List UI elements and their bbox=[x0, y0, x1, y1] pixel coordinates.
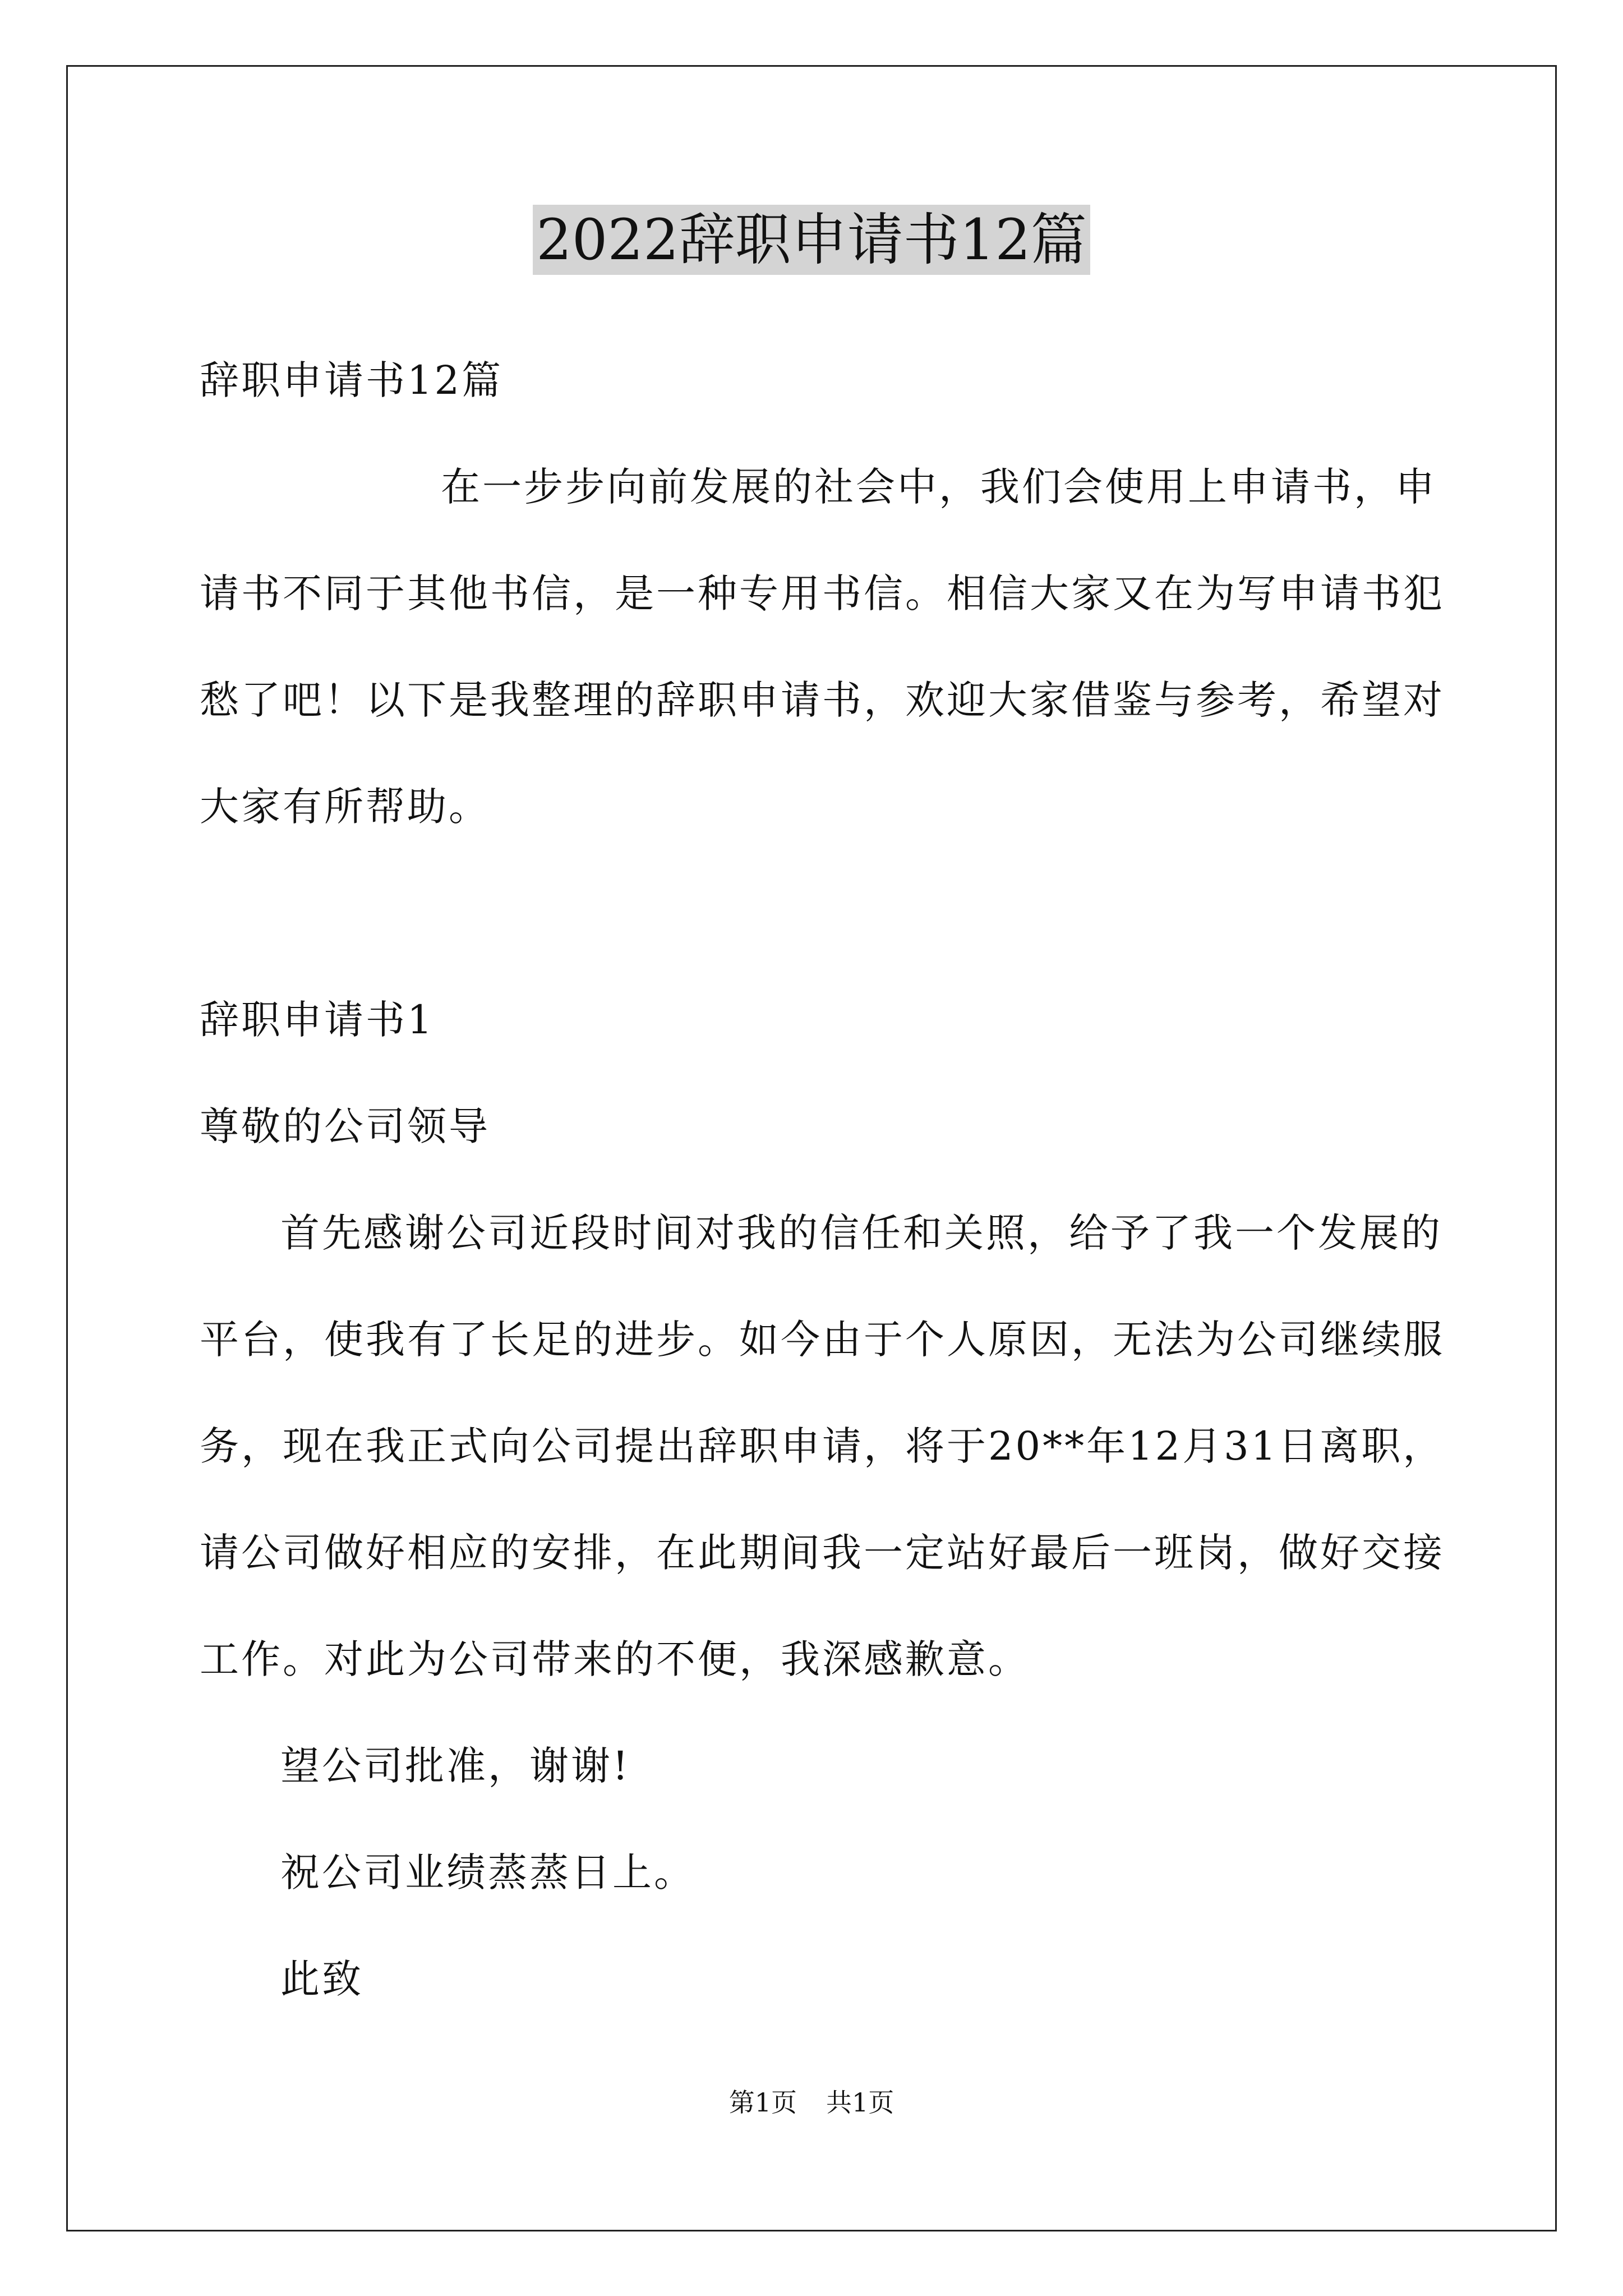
page-total: 共1页 bbox=[826, 2087, 895, 2118]
intro-line-3: 愁了吧！以下是我整理的辞职申请书，欢迎大家借鉴与参考，希望对 bbox=[200, 677, 1445, 723]
document-title-text: 2022辞职申请书12篇 bbox=[533, 205, 1090, 275]
document-title bbox=[0, 201, 1623, 279]
body-line-1: 首先感谢公司近段时间对我的信任和关照，给予了我一个发展的 bbox=[280, 1210, 1442, 1256]
closing-request: 望公司批准，谢谢! bbox=[280, 1743, 631, 1789]
body-line-2: 平台，使我有了长足的进步。如今由于个人原因，无法为公司继续服 bbox=[200, 1317, 1445, 1363]
page-footer bbox=[0, 2086, 1623, 2119]
body-line-4: 请公司做好相应的安排，在此期间我一定站好最后一班岗，做好交接 bbox=[200, 1530, 1445, 1576]
page-number: 第1页 bbox=[728, 2087, 797, 2118]
body-line-5: 工作。对此为公司带来的不便，我深感歉意。 bbox=[200, 1636, 1030, 1682]
body-line-3: 务，现在我正式向公司提出辞职申请，将于20**年12月31日离职， bbox=[200, 1423, 1445, 1469]
salutation: 尊敬的公司领导 bbox=[200, 1103, 490, 1149]
section-heading: 辞职申请书1 bbox=[200, 997, 435, 1043]
intro-line-4: 大家有所帮助。 bbox=[200, 784, 490, 830]
subtitle: 辞职申请书12篇 bbox=[200, 357, 504, 403]
intro-line-1: 在一步步向前发展的社会中，我们会使用上申请书，申 bbox=[441, 464, 1437, 510]
intro-line-2: 请书不同于其他书信，是一种专用书信。相信大家又在为写申请书犯 bbox=[200, 570, 1445, 616]
closing-salute: 此致 bbox=[280, 1956, 363, 2002]
closing-wish: 祝公司业绩蒸蒸日上。 bbox=[280, 1849, 695, 1895]
